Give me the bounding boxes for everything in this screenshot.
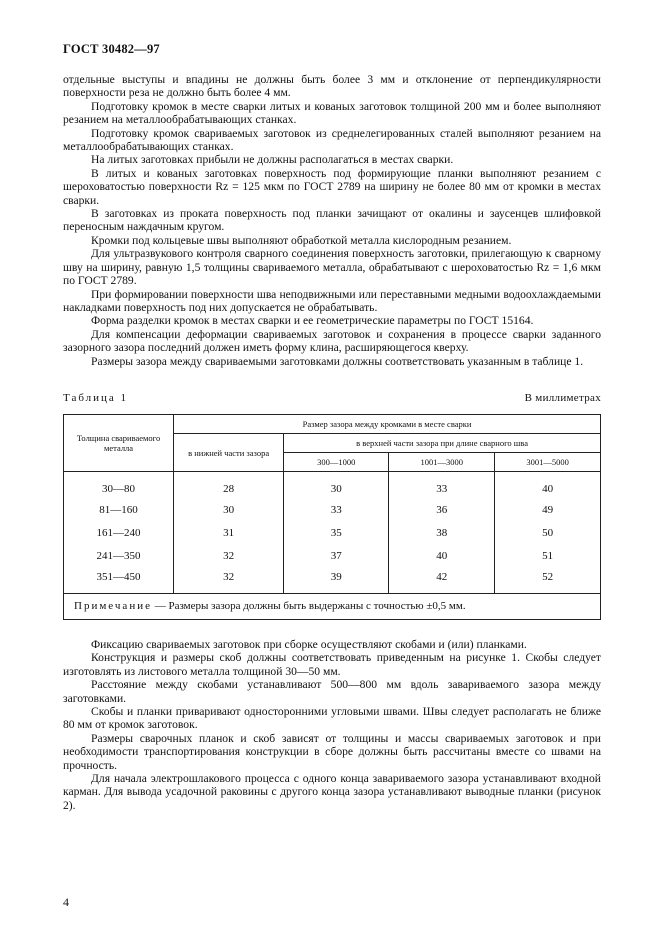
cell-length-1: 35 xyxy=(284,521,389,544)
paragraph: Конструкция и размеры скоб должны соответствовать приведенным на рисунке 1. Скобы следует изготовлять из листового металла толщиной 30—50 мм. xyxy=(63,651,601,678)
note-label: Примечание xyxy=(74,600,152,612)
header-bottom: в нижней части зазора xyxy=(174,434,284,472)
paragraph: Кромки под кольцевые швы выполняют обработкой металла кислородным резанием. xyxy=(91,233,512,247)
table-caption: Таблица 1 xyxy=(63,392,129,404)
table-row xyxy=(64,544,601,567)
cell-length-3: 40 xyxy=(495,472,601,499)
paragraph: Размеры зазора между свариваемыми заготовками должны соответствовать указанным в таблице 1. xyxy=(91,354,584,368)
cell-thickness: 81—160 xyxy=(64,498,174,521)
paragraph: Размеры сварочных планок и скоб зависят от толщины и массы свариваемых заготовок и при необходимости транспортирования конструкции в сборе должны быть рассчитаны вместе со швами на прочность. xyxy=(63,731,601,772)
cell-length-1: 39 xyxy=(284,567,389,594)
header-gap-group: Размер зазора между кромками в месте сварки xyxy=(174,415,601,434)
table-row xyxy=(64,567,601,594)
cell-bottom: 28 xyxy=(174,472,284,499)
cell-thickness: 241—350 xyxy=(64,544,174,567)
paragraph: При формировании поверхности шва неподвижными или переставными медными водоохлаждаемыми накладками поверхность под них допускается не обрабатывать. xyxy=(63,287,601,314)
cell-length-3: 52 xyxy=(495,567,601,594)
bottom-text-block xyxy=(63,638,601,812)
cell-bottom: 30 xyxy=(174,498,284,521)
gap-table xyxy=(63,414,601,620)
cell-length-2: 42 xyxy=(389,567,495,594)
cell-length-3: 50 xyxy=(495,521,601,544)
paragraph: Подготовку кромок свариваемых заготовок из среднелегированных сталей выполняют резанием на металлообрабатывающих станках. xyxy=(63,126,601,154)
cell-length-3: 49 xyxy=(495,498,601,521)
cell-bottom: 32 xyxy=(174,544,284,567)
cell-length-2: 36 xyxy=(389,498,495,521)
paragraph: Форма разделки кромок в местах сварки и ее геометрические параметры по ГОСТ 15164. xyxy=(91,314,534,328)
note-text: — Размеры зазора должны быть выдержаны с точностью ±0,5 мм. xyxy=(154,600,466,612)
paragraph: Скобы и планки приваривают односторонними угловыми швами. Швы следует располагать не ближе 80 мм от кромок заготовок. xyxy=(63,705,601,732)
paragraph: Фиксацию свариваемых заготовок при сборке осуществляют скобами и (или) планками. xyxy=(91,638,527,651)
paragraph: На литых заготовках прибыли не должны располагаться в местах сварки. xyxy=(91,153,454,167)
paragraph: Подготовку кромок в месте сварки литых и кованых заготовок толщиной 200 мм и более выполняют резанием на металлообрабатывающих станках. xyxy=(63,99,601,127)
table-row xyxy=(64,472,601,499)
paragraph: отдельные выступы и впадины не должны быть более 3 мм и отклонение от перпендикулярности поверхности реза не должно быть более 4 мм. xyxy=(63,73,601,100)
paragraph: В заготовках из проката поверхность под планки зачищают от окалины и заусенцев шлифовкой переносным наждачным кругом. xyxy=(63,207,601,234)
cell-bottom: 31 xyxy=(174,521,284,544)
header-top-group: в верхней части зазора при длине сварного шва xyxy=(284,434,601,453)
paragraph: Для начала электрошлакового процесса с одного конца завариваемого зазора устанавливают входной карман. Для вывода усадочной раковины с другого конца зазора устанавливают выводные планки (рисунок 2). xyxy=(63,772,601,812)
top-text-block xyxy=(63,73,601,368)
page-number: 4 xyxy=(63,895,69,909)
cell-length-2: 33 xyxy=(389,472,495,499)
header-length-2: 1001—3000 xyxy=(389,453,495,472)
header-length-3: 3001—5000 xyxy=(495,453,601,472)
paragraph: Для ультразвукового контроля сварного соединения поверхность заготовки, прилегающую к сварному шву на ширину, равную 1,5 толщины свариваемого металла, обрабатывают с шероховатостью Rz = 1,6 мкм по ГОСТ 2789. xyxy=(63,247,601,288)
table-units: В миллиметрах xyxy=(524,392,601,404)
cell-thickness: 30—80 xyxy=(64,472,174,499)
cell-length-1: 30 xyxy=(284,472,389,499)
cell-bottom: 32 xyxy=(174,567,284,594)
cell-thickness: 351—450 xyxy=(64,567,174,594)
table-row xyxy=(64,521,601,544)
cell-length-1: 37 xyxy=(284,544,389,567)
paragraph: Для компенсации деформации свариваемых заготовок и сохранения в процессе сварки заданного зазорного зазора последний должен иметь форму клина, расширяющегося кверху. xyxy=(63,327,601,355)
cell-thickness: 161—240 xyxy=(64,521,174,544)
header-length-1: 300—1000 xyxy=(284,453,389,472)
table-note xyxy=(64,594,601,620)
paragraph: В литых и кованых заготовках поверхность под формирующие планки выполняют резанием с шероховатостью поверхности Rz = 125 мкм по ГОСТ 2789 на ширину не более 80 мм от кромки в местах сварки. xyxy=(63,166,601,207)
cell-length-1: 33 xyxy=(284,498,389,521)
table-note-row xyxy=(64,594,601,620)
cell-length-2: 40 xyxy=(389,544,495,567)
table-row xyxy=(64,498,601,521)
cell-length-3: 51 xyxy=(495,544,601,567)
cell-length-2: 38 xyxy=(389,521,495,544)
document-header: ГОСТ 30482—97 xyxy=(63,42,160,56)
paragraph: Расстояние между скобами устанавливают 500—800 мм вдоль завариваемого зазора между заготовками. xyxy=(63,678,601,705)
header-thickness: Толщина свариваемого металла xyxy=(64,415,174,472)
